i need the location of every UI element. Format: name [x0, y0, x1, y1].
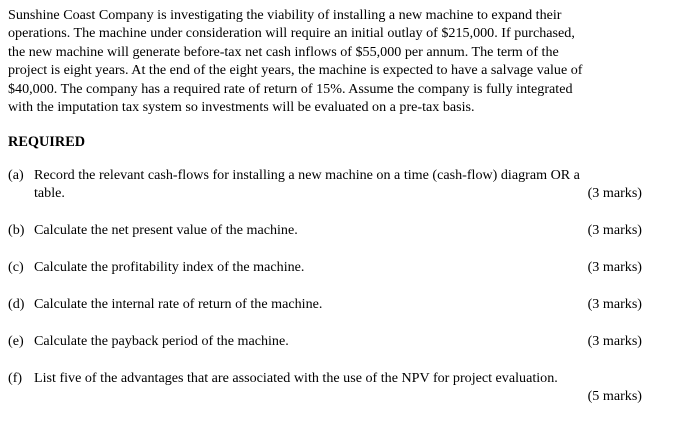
problem-statement	[8, 6, 674, 116]
intro-line: with the imputation tax system so investments will be evaluated on a pre-tax basis.	[8, 99, 475, 116]
question-text: Calculate the profitability index of the machine.	[34, 259, 305, 275]
marks-label: (3 marks)	[587, 333, 642, 349]
question-text: List five of the advantages that are associated with the use of the NPV for project evaluation.	[34, 370, 558, 386]
question-letter: (b)	[8, 222, 25, 238]
intro-line: $40,000. The company has a required rate of return of 15%. Assume the company is fully integrated	[8, 80, 573, 97]
marks-label: (3 marks)	[587, 296, 642, 312]
question-item-e	[8, 332, 668, 352]
intro-line: project is eight years. At the end of the eight years, the machine is expected to have a salvage value of	[8, 62, 583, 79]
question-text: Record the relevant cash-flows for installing a new machine on a time (cash-flow) diagram OR a	[34, 167, 580, 183]
question-text: Calculate the net present value of the machine.	[34, 222, 298, 238]
question-item-b	[8, 221, 668, 241]
question-text: Calculate the payback period of the machine.	[34, 333, 289, 349]
question-letter: (a)	[8, 167, 24, 183]
question-item-f	[8, 369, 668, 407]
intro-line: Sunshine Coast Company is investigating the viability of installing a new machine to expand their	[8, 7, 562, 23]
question-letter: (e)	[8, 333, 24, 349]
question-letter: (c)	[8, 259, 24, 275]
question-item-a	[8, 166, 668, 204]
question-item-c	[8, 258, 668, 278]
question-text-continued: table.	[34, 185, 65, 201]
marks-label: (5 marks)	[587, 388, 642, 404]
required-heading: REQUIRED	[8, 134, 86, 150]
marks-label: (3 marks)	[587, 185, 642, 201]
question-item-d	[8, 295, 668, 315]
marks-label: (3 marks)	[587, 222, 642, 238]
question-letter: (d)	[8, 296, 25, 312]
intro-line: the new machine will generate before-tax net cash inflows of $55,000 per annum. The term of the	[8, 43, 559, 60]
question-letter: (f)	[8, 370, 23, 386]
question-text: Calculate the internal rate of return of the machine.	[34, 296, 323, 312]
marks-label: (3 marks)	[587, 259, 642, 275]
intro-line: operations. The machine under consideration will require an initial outlay of $215,000. If purchased,	[8, 25, 575, 42]
